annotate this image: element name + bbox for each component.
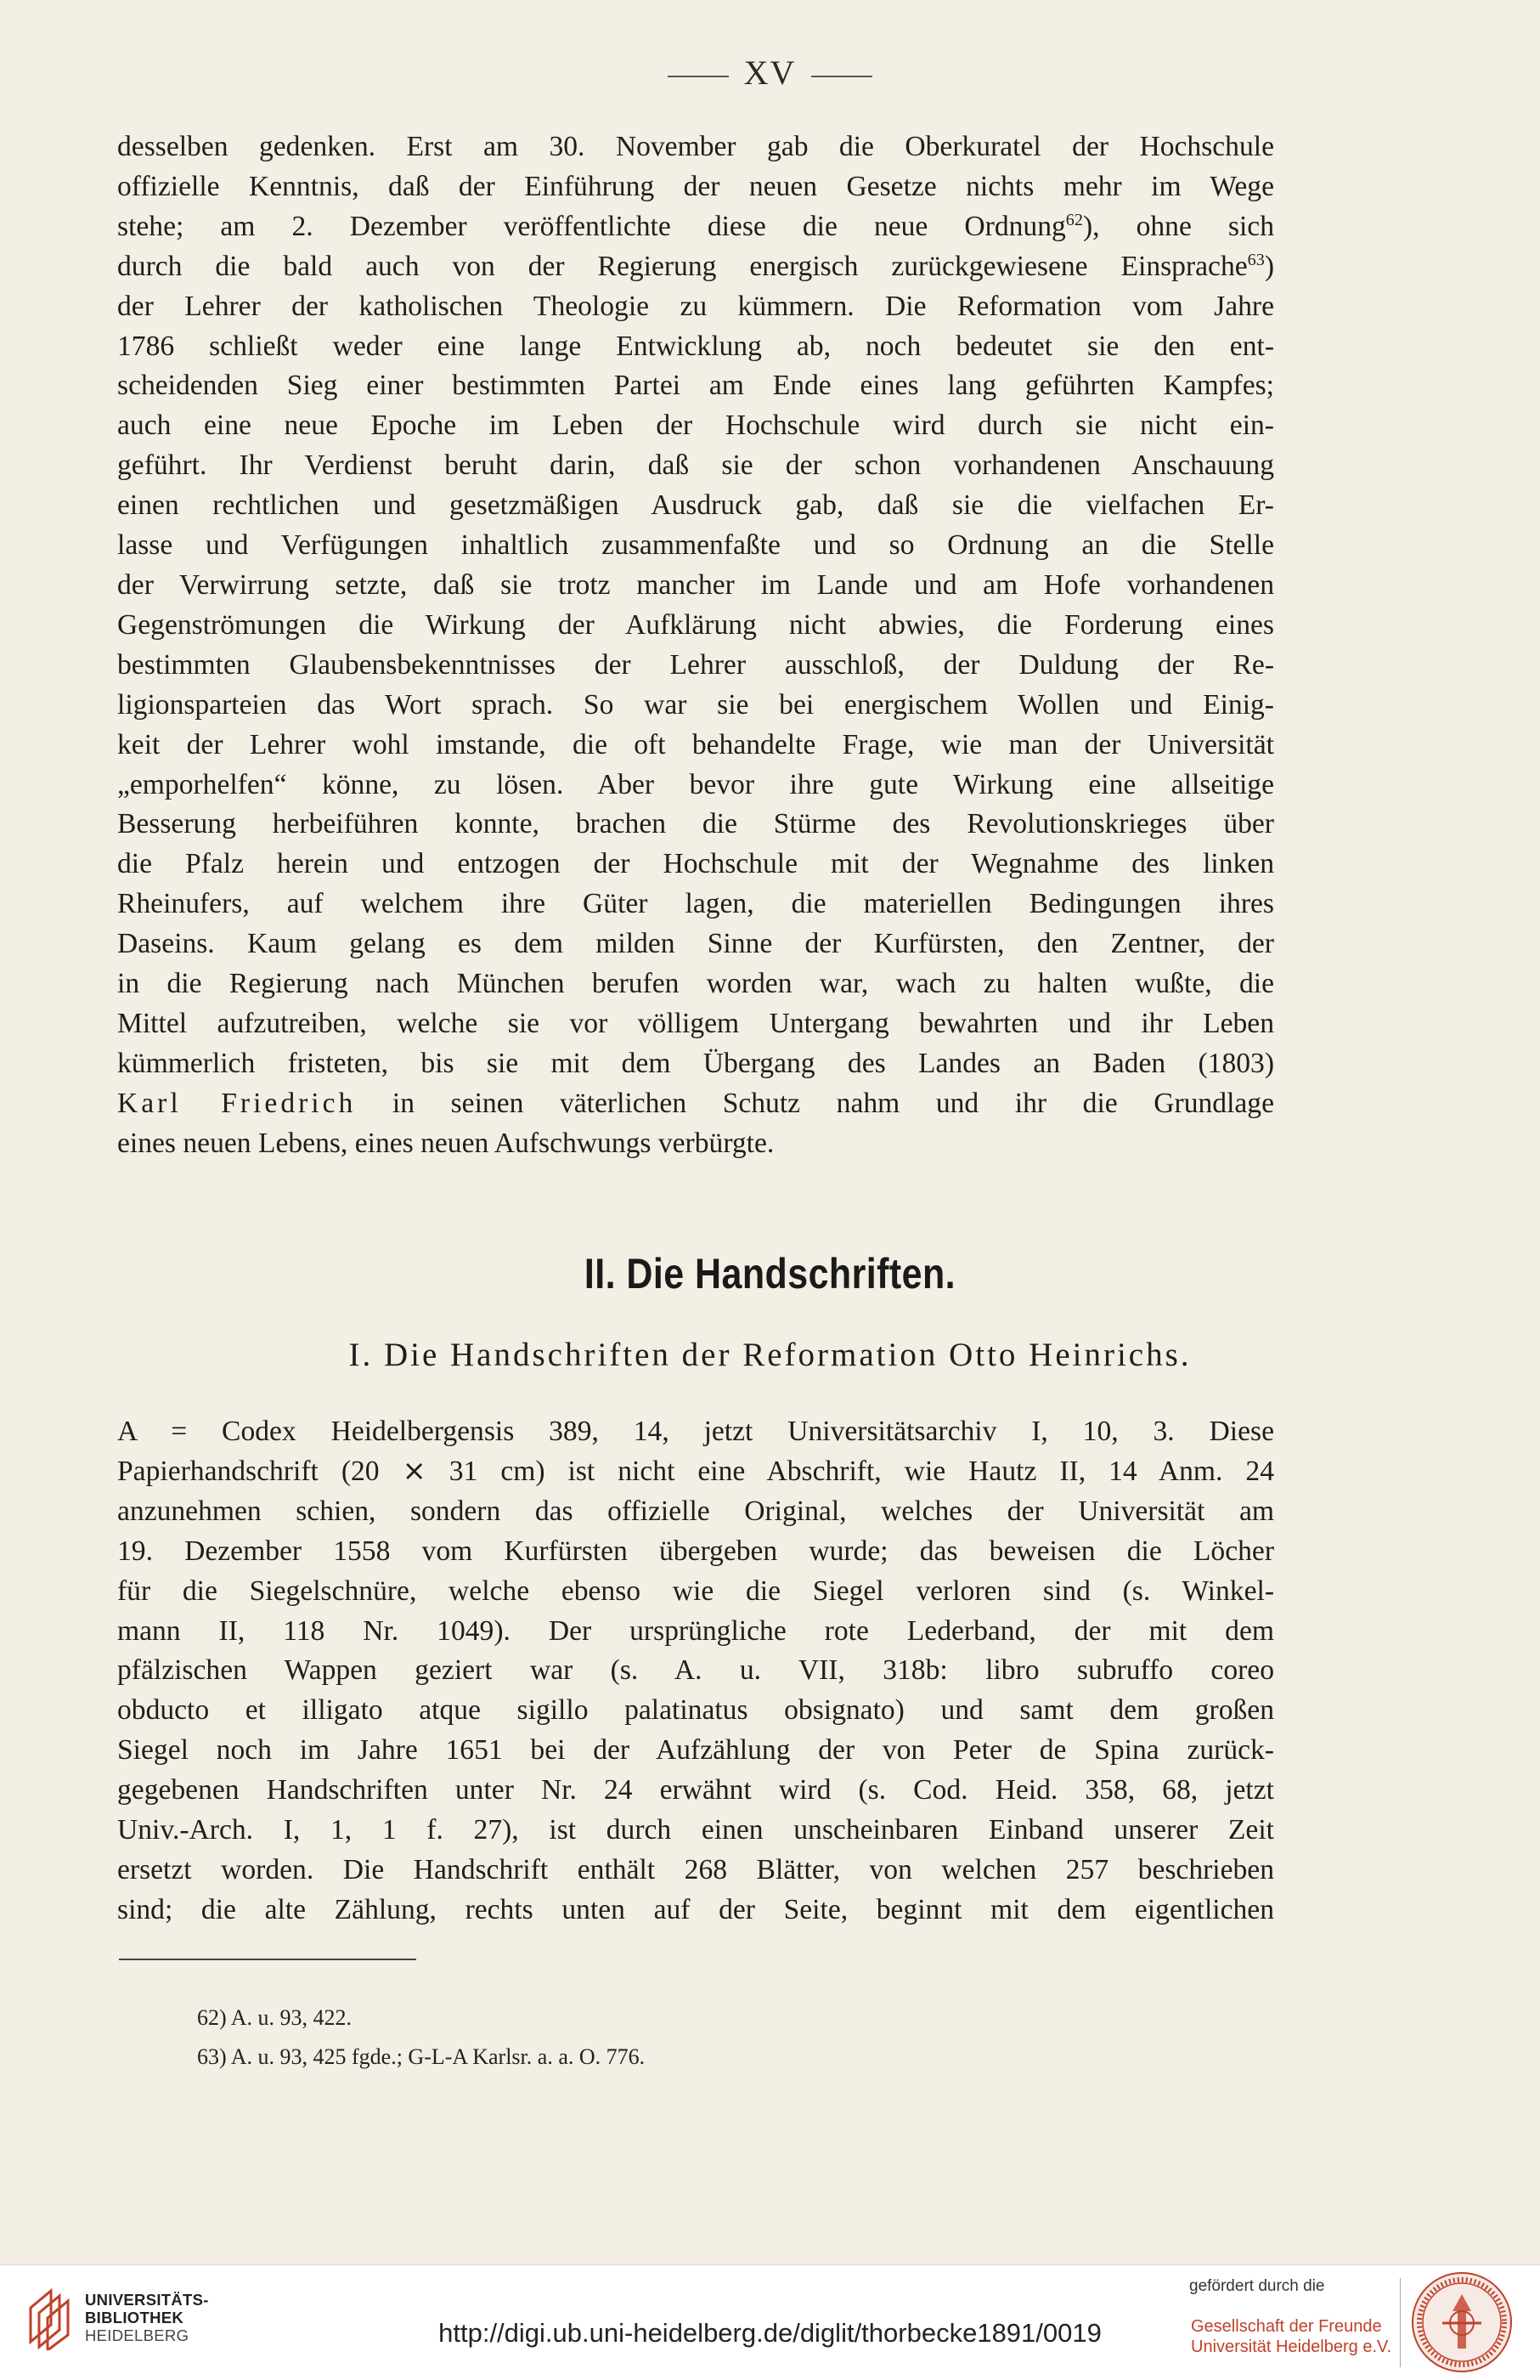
footnote-marker: 62: [1065, 210, 1083, 229]
footnotes: [197, 1998, 1259, 2077]
text-line: Gegenströmungen die Wirkung der Aufklärung nicht abwies, die Forderung eines: [117, 608, 1274, 641]
text-line: stehe; am 2. Dezember veröffentlichte diese die neue Ordnung$^{62}$), ohne sich: [117, 210, 1274, 242]
footnote-63: 63) A. u. 93, 425 fgde.; G-L-A Karlsr. a. a. O. 776.: [197, 2044, 646, 2069]
library-name-line2: BIBLIOTHEK: [85, 2309, 184, 2326]
text-line: offizielle Kenntnis, daß der Einführung der neuen Gesetze nichts mehr im Wege: [117, 170, 1274, 202]
footnote-marker: 63: [1247, 250, 1265, 269]
text-line: gegebenen Handschriften unter Nr. 24 erwähnt wird (s. Cod. Heid. 358, 68, jetzt: [117, 1774, 1274, 1806]
sponsor-name-line1: Gesellschaft der Freunde: [1191, 2317, 1382, 2336]
sponsor-label: gefördert durch die: [1189, 2277, 1325, 2295]
text-line: auch eine neue Epoche im Leben der Hochschule wird durch sie nicht ein-: [117, 410, 1274, 442]
text-line: geführt. Ihr Verdienst beruht darin, daß sie der schon vorhandenen Anschauung: [117, 449, 1274, 482]
digitization-banner: [0, 2264, 1540, 2380]
text-line: sind; die alte Zählung, rechts unten auf der Seite, beginnt mit dem eigentlichen: [117, 1893, 1274, 1925]
text-line: lasse und Verfügungen inhaltlich zusammenfaßte und so Ordnung an die Stelle: [117, 529, 1274, 562]
text-line: Karl Friedrich in seinen väterlichen Schutz nahm und ihr die Grundlage: [117, 1087, 1274, 1119]
text-line: bestimmten Glaubensbekenntnisses der Lehrer ausschloß, der Duldung der Re-: [117, 648, 1274, 681]
text-line: Siegel noch im Jahre 1651 bei der Aufzählung der von Peter de Spina zurück-: [117, 1734, 1274, 1767]
text-line: Univ.-Arch. I, 1, 1 f. 27), ist durch einen unscheinbaren Einband unserer Zeit: [117, 1814, 1274, 1846]
text-line: der Lehrer der katholischen Theologie zu kümmern. Die Reformation vom Jahre: [117, 290, 1274, 322]
page-number: [0, 53, 1540, 93]
text-line: einen rechtlichen und gesetzmäßigen Ausdruck gab, daß sie die vielfachen Er-: [117, 489, 1274, 522]
text-line: scheidenden Sieg einer bestimmten Partei am Ende eines lang geführten Kampfes;: [117, 370, 1274, 402]
text-line: in die Regierung nach München berufen worden war, wach zu halten wußte, die: [117, 968, 1274, 1000]
text-line: für die Siegelschnüre, welche ebenso wie die Siegel verloren sind (s. Winkel-: [117, 1574, 1274, 1607]
text-line: „emporhelfen“ könne, zu lösen. Aber bevor ihre gute Wirkung eine allseitige: [117, 768, 1274, 800]
sub-heading: I. Die Handschriften der Reformation Otto Heinrichs.: [348, 1337, 1192, 1373]
text-line: die Pfalz herein und entzogen der Hochschule mit der Wegnahme des linken: [117, 848, 1274, 880]
text-line: desselben gedenken. Erst am 30. November gab die Oberkuratel der Hochschule: [117, 131, 1274, 162]
text-line: durch die bald auch von der Regierung energisch zurückgewiesene Einsprache$^{63}$): [117, 250, 1274, 282]
text-line: ligionsparteien das Wort sprach. So war sie bei energischem Wollen und Einig-: [117, 688, 1274, 721]
text-line: ersetzt worden. Die Handschrift enthält 268 Blätter, von welchen 257 beschrieben: [117, 1853, 1274, 1885]
banner-divider: [1400, 2278, 1401, 2367]
text-line: 19. Dezember 1558 vom Kurfürsten übergeben wurde; das beweisen die Löcher: [117, 1535, 1274, 1567]
footnote-62: 62) A. u. 93, 422.: [197, 2005, 352, 2030]
text-line: anzunehmen schien, sondern das offizielle Original, welches der Universität am: [117, 1495, 1274, 1527]
text-line: obducto et illigato atque sigillo palatinatus obsignato) und samt dem großen: [117, 1694, 1274, 1727]
sponsor-name[interactable]: [1191, 2316, 1391, 2357]
text-line: Besserung herbeiführen konnte, brachen die Stürme des Revolutionskrieges über: [117, 808, 1274, 840]
text-line: Rheinufers, auf welchem ihre Güter lagen, die materiellen Bedingungen ihres: [117, 888, 1274, 920]
section-heading: II. Die Handschriften.: [584, 1250, 956, 1297]
text-line: keit der Lehrer wohl imstande, die oft behandelte Frage, wie man der Universität: [117, 728, 1274, 760]
text-line: A = Codex Heidelbergensis 389, 14, jetzt Universitätsarchiv I, 10, 3. Diese: [117, 1416, 1274, 1447]
text-line: pfälzischen Wappen geziert war (s. A. u. VII, 318b: libro subruffo coreo: [117, 1654, 1274, 1687]
text-line: 1786 schließt weder eine lange Entwicklung ab, noch bedeutet sie den ent-: [117, 330, 1274, 362]
text-line: Mittel aufzutreiben, welche sie vor völligem Untergang bewahrten und ihr Leben: [117, 1007, 1274, 1039]
permalink-url[interactable]: http://digi.ub.uni-heidelberg.de/diglit/thorbecke1891/0019: [438, 2318, 1102, 2348]
university-seal-icon: [1410, 2270, 1514, 2374]
text-line: mann II, 118 Nr. 1049). Der ursprüngliche rote Lederband, der mit dem: [117, 1614, 1274, 1647]
footnote-separator: [119, 1959, 416, 1960]
library-name-line1: UNIVERSITÄTS-: [85, 2291, 209, 2309]
text-line: der Verwirrung setzte, daß sie trotz mancher im Lande und am Hofe vorhandenen: [117, 568, 1274, 601]
text-line: eines neuen Lebens, eines neuen Aufschwungs verbürgte.: [117, 1127, 775, 1159]
spaced-name: Karl Friedrich: [117, 1087, 357, 1119]
paragraph-reform-1786: [117, 127, 1274, 1164]
page-number-text: XV: [743, 54, 797, 92]
text-line: Papierhandschrift (20 ⨯ 31 cm) ist nicht eine Abschrift, wie Hautz II, 14 Anm. 24: [117, 1455, 1274, 1487]
sponsor-name-line2: Universität Heidelberg e.V.: [1191, 2338, 1392, 2356]
library-name-line3: HEIDELBERG: [85, 2326, 189, 2344]
page-number-left-dash: [668, 76, 729, 77]
text-line: Daseins. Kaum gelang es dem milden Sinne der Kurfürsten, den Zentner, der: [117, 928, 1274, 960]
paragraph-codex-description: [117, 1412, 1274, 1931]
page-number-right-dash: [811, 76, 872, 77]
text-line: kümmerlich fristeten, bis sie mit dem Übergang des Landes an Baden (1803): [117, 1047, 1274, 1079]
